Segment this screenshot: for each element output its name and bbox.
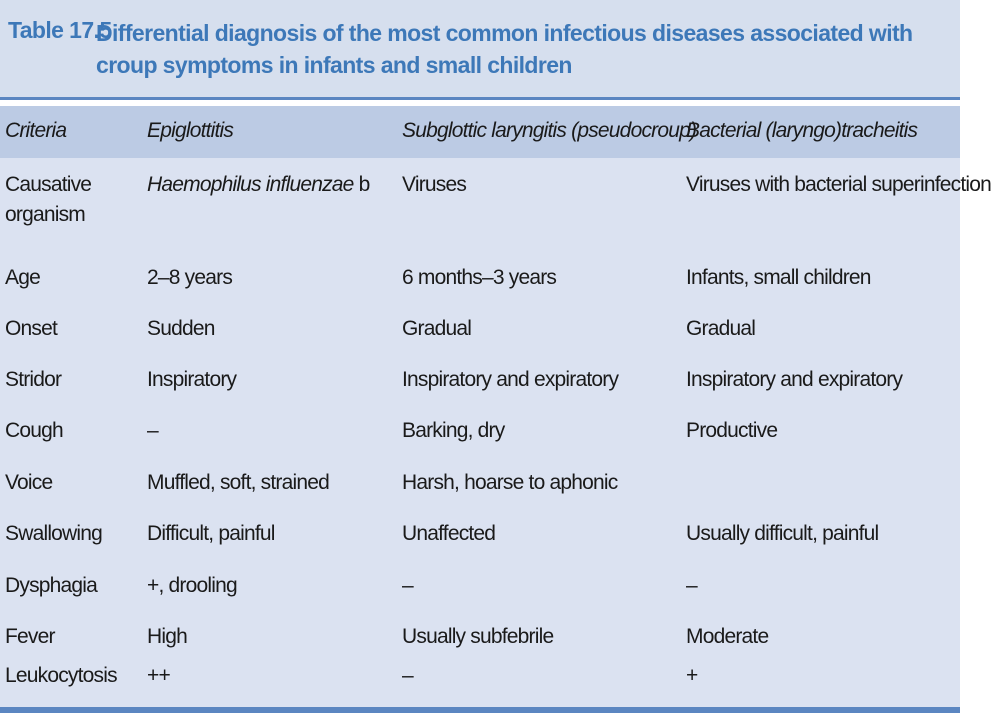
table-header-row xyxy=(0,106,960,158)
table-number: Table 17.5 xyxy=(8,17,112,43)
cell-criterion: Swallowing xyxy=(5,522,103,545)
cell-criterion: Voice xyxy=(5,471,53,494)
cell-tracheitis: Inspiratory and expiratory xyxy=(686,368,903,391)
organism-type: b xyxy=(353,173,370,196)
header-epiglottitis: Epiglottitis xyxy=(147,119,234,142)
cell-criterion: Fever xyxy=(5,625,55,648)
table-title: Differential diagnosis of the most common infectious diseases associated with croup symptoms in infants and small children xyxy=(96,20,913,78)
cell-criterion: Dysphagia xyxy=(5,574,98,597)
cell-pseudocroup: Usually subfebrile xyxy=(402,625,554,648)
table-row xyxy=(0,622,960,652)
cell-tracheitis: – xyxy=(686,574,697,597)
cell-pseudocroup: Unaffected xyxy=(402,522,496,545)
table-row xyxy=(0,170,991,230)
cell-epiglottitis: ++ xyxy=(147,664,170,687)
cell-pseudocroup: Gradual xyxy=(402,317,472,340)
table-row xyxy=(0,468,960,498)
cell-epiglottitis: Muffled, soft, strained xyxy=(147,471,329,494)
cell-criterion: Leukocytosis xyxy=(5,664,117,687)
table-caption xyxy=(0,0,960,100)
table-row xyxy=(0,263,960,293)
table-row xyxy=(0,314,960,344)
cell-epiglottitis: Sudden xyxy=(147,317,215,340)
cell-criterion: Cough xyxy=(5,419,63,442)
cell-criterion: Onset xyxy=(5,317,58,340)
cell-epiglottitis: – xyxy=(147,419,158,442)
cell-epiglottitis: Difficult, painful xyxy=(147,522,275,545)
header-criteria: Criteria xyxy=(5,119,67,142)
cell-tracheitis: Gradual xyxy=(686,317,756,340)
cell-pseudocroup: Barking, dry xyxy=(402,419,505,442)
table-row xyxy=(0,519,960,549)
cell-tracheitis: + xyxy=(686,664,698,687)
table-row xyxy=(0,571,960,601)
cell-tracheitis: Viruses with bacterial superinfection xyxy=(686,173,991,196)
cell-pseudocroup: Inspiratory and expiratory xyxy=(402,368,619,391)
table-row xyxy=(0,661,960,691)
cell-tracheitis: Moderate xyxy=(686,625,769,648)
cell-pseudocroup: Viruses xyxy=(402,173,467,196)
diagnosis-table xyxy=(0,106,991,707)
cell-epiglottitis: Inspiratory xyxy=(147,368,237,391)
cell-epiglottitis: 2–8 years xyxy=(147,266,233,289)
header-tracheitis: Bacterial (laryngo)tracheitis xyxy=(686,119,918,142)
cell-epiglottitis: High xyxy=(147,625,187,648)
table-bottom-rule xyxy=(0,707,960,713)
cell-tracheitis: Productive xyxy=(686,419,778,442)
cell-criterion: Causative organism xyxy=(5,173,92,226)
cell-criterion: Age xyxy=(5,266,40,289)
cell-pseudocroup: – xyxy=(402,664,413,687)
table-row xyxy=(0,416,960,446)
cell-epiglottitis: +, drooling xyxy=(147,574,237,597)
cell-pseudocroup: Harsh, hoarse to aphonic xyxy=(402,471,618,494)
organism-name: Haemophilus influenzae xyxy=(147,173,354,196)
table-row xyxy=(0,365,960,395)
cell-pseudocroup: – xyxy=(402,574,413,597)
cell-pseudocroup: 6 months–3 years xyxy=(402,266,557,289)
header-pseudocroup: Subglottic laryngitis (pseudocroup) xyxy=(402,119,697,142)
cell-tracheitis: Infants, small children xyxy=(686,266,871,289)
cell-tracheitis: Usually difficult, painful xyxy=(686,522,879,545)
cell-criterion: Stridor xyxy=(5,368,62,391)
cell-epiglottitis xyxy=(147,170,387,200)
